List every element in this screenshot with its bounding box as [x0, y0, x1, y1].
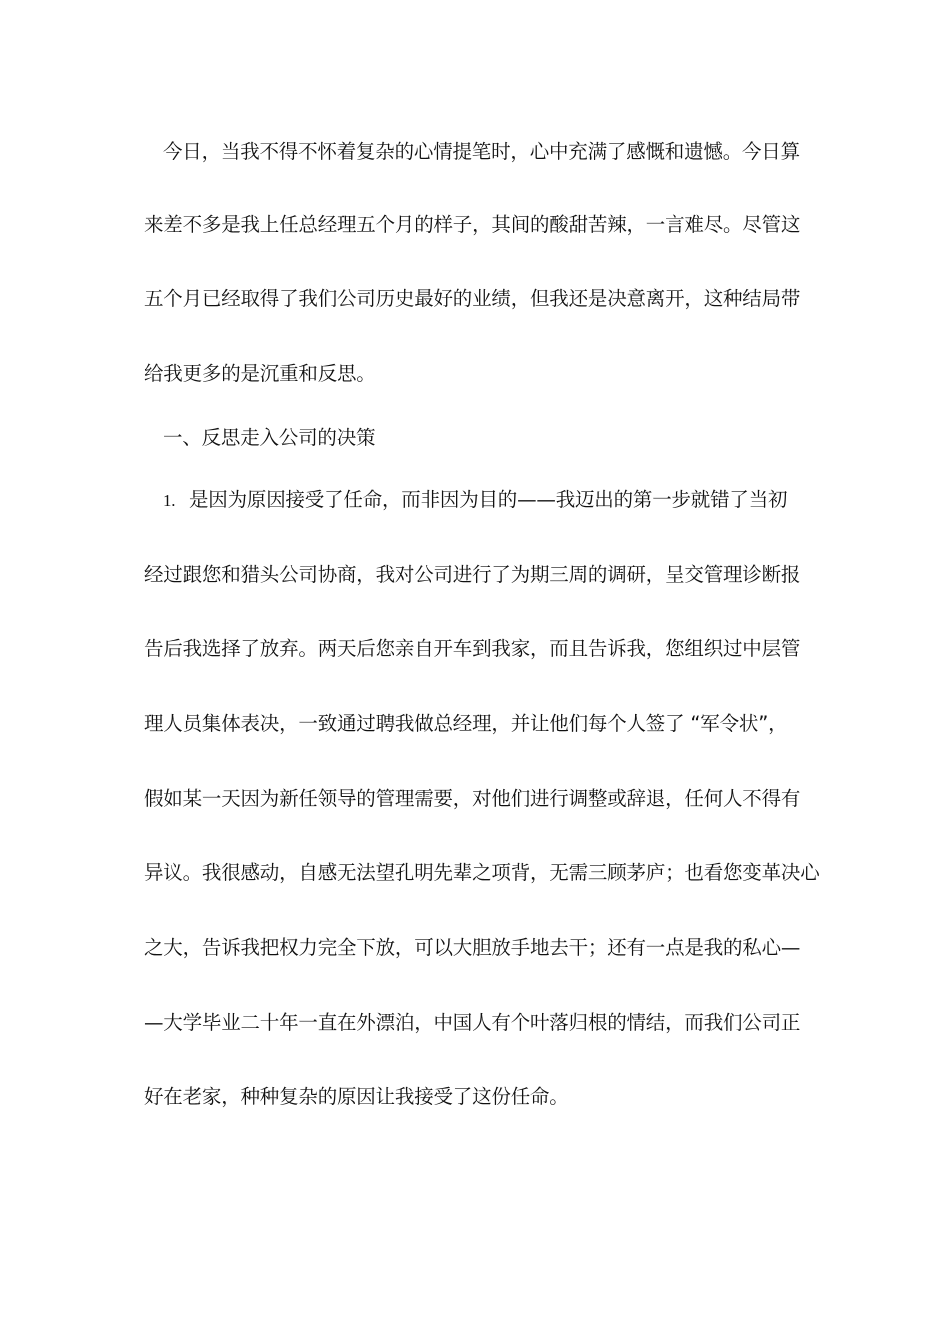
item-body-line-3: 理人员集体表决，一致通过聘我做总经理，并让他们每个人签了 “军令状”， — [144, 712, 788, 735]
list-item-number: 1. — [163, 491, 176, 510]
item-body-line-7: —大学毕业二十年一直在外漂泊，中国人有个叶落归根的情结，而我们公司正 — [144, 1011, 801, 1034]
list-item-title-text: 是因为原因接受了任命，而非因为目的——我迈出的第一步就错了当初 — [189, 488, 788, 511]
item-body-line-8: 好在老家，种种复杂的原因让我接受了这份任命。 — [144, 1085, 569, 1108]
paragraph-1-line-3: 五个月已经取得了我们公司历史最好的业绩，但我还是决意离开，这种结局带 — [144, 287, 801, 310]
item-body-line-6: 之大，告诉我把权力完全下放，可以大胆放手地去干；还有一点是我的私心— — [144, 936, 801, 959]
paragraph-1-line-4: 给我更多的是沉重和反思。 — [144, 362, 376, 385]
paragraph-1-line-1: 今日，当我不得不怀着复杂的心情提笔时，心中充满了感慨和遗憾。今日算 — [163, 140, 800, 163]
section-heading: 一、反思走入公司的决策 — [163, 426, 376, 449]
item-body-line-2: 告后我选择了放弃。两天后您亲自开车到我家，而且告诉我，您组织过中层管 — [144, 637, 801, 660]
list-item-title — [163, 487, 843, 513]
item-body-line-1: 经过跟您和猎头公司协商，我对公司进行了为期三周的调研，呈交管理诊断报 — [144, 563, 801, 586]
item-body-line-4: 假如某一天因为新任领导的管理需要，对他们进行调整或辞退，任何人不得有 — [144, 787, 801, 810]
item-body-line-5: 异议。我很感动，自感无法望孔明先辈之项背，无需三顾茅庐；也看您变革决心 — [144, 861, 820, 884]
paragraph-1-line-2: 来差不多是我上任总经理五个月的样子，其间的酸甜苦辣，一言难尽。尽管这 — [144, 213, 801, 236]
